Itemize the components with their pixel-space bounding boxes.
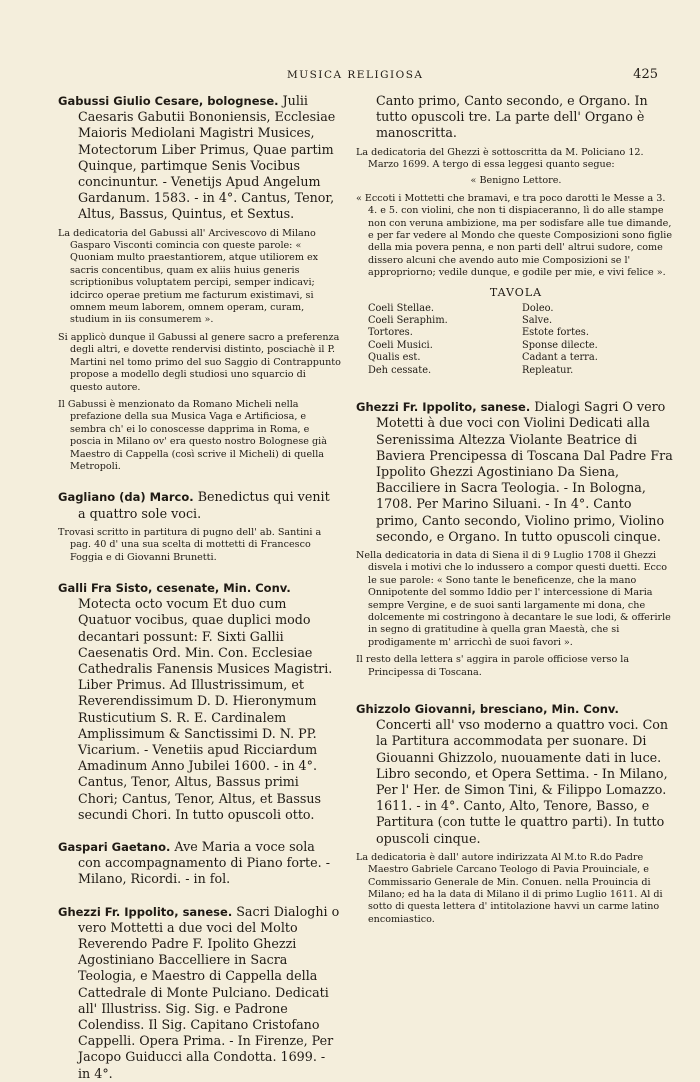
quoted-letter: « Eccoti i Mottetti che bramavi, e tra poco darotti le Messe a 3. 4. e 5. con violini, che non ti dispiaceranno, lì do alle stampe non con veruna ambizione, ma per sodisfare alle tue dimande, e per far vedere al Mondo che queste Composizioni sono figlie della mia povera penna, e non parti dell' altrui sudore, come dissero alcuni che avendo auto mie Composizioni se l' appropriorno; vedile dunque, e godile per mie, e vivi felice ».	[356, 192, 673, 279]
tavola-table	[356, 303, 676, 377]
entry-note: La dedicatoria del Ghezzi è sottoscritta da M. Policiano 12. Marzo 1699. A tergo di essa leggesi quanto segue:	[356, 146, 644, 171]
tavola-heading: TAVOLA	[489, 285, 543, 299]
entry-continuation: Canto primo, Canto secondo, e Organo. In tutto opuscoli tre. La parte dell' Organo è manoscritta.	[376, 93, 648, 141]
page-number: 425	[633, 67, 658, 82]
left-column	[58, 93, 341, 1082]
entry-note: La dedicatoria è dall' autore indirizzata Al M.to R.do Padre Maestro Gabriele Carcano Teologo di Pavia Prouinciale, e Commissario Generale de Min. Conuen. nella Prouincia di Milano; ed ha la data di Milano il di primo Luglio 1611. Al di sotto di questa lettera d' intitolazione havvi un carme latino encomiastico.	[356, 851, 663, 925]
entry-heading: Gaspari Gaetano.	[58, 840, 171, 855]
entry-note: Si applicò dunque il Gabussi al genere sacro a preferenza degli altri, e dovette rendervisi distinto, posciachè il P. Martini nel tomo primo del suo Saggio di Contrappunto propose a modello degli studiosi uno squarcio di questo autore.	[58, 331, 341, 393]
catalog-entry	[58, 489, 341, 521]
tavola-item: Tortores.	[368, 327, 413, 339]
entry-heading: Ghezzi Fr. Ippolito, sanese.	[58, 904, 233, 919]
entry-text: Concerti all' vso moderno a quattro voci. Con la Partitura accommodata per suonare. Di Giouanni Ghizzolo, nuouamente dati in luce. Libro secondo, et Opera Settima. - In Milano, Per l' Her. de Simon Tini, & Filippo Lomazzo. 1611. - in 4°. Canto, Alto, Tenore, Basso, e Partitura (con tutte le quattro parti). In tutto opuscoli cinque.	[376, 717, 669, 846]
entry-note: Nella dedicatoria in data di Siena il di 9 Luglio 1708 il Ghezzi disvela i motivi che lo indussero a compor questi duetti. Ecco le sue parole: « Sono tante le beneficenze, che la mano Onnipotente del sommo Iddio per l' intercessione di Maria sempre Vergine, e de suoi santi largamente mi dona, che dolcemente mi costringono à decantare le sue lodi, & offerirle in segno di gratitudine à quella gran Maestà, che si prodigamente m' arricchì de suoi favori ».	[356, 549, 671, 648]
catalog-entry	[356, 701, 676, 847]
entry-text: Julii Caesaris Gabutii Bononiensis, Ecclesiae Maioris Mediolani Magistri Musices, Motectorum Liber Primus, Quae partim Quinque, partimque Senis Vocibus concinuntur. - Venetijs Apud Angelum Gardanum. 1583. - in 4°. Cantus, Tenor, Altus, Bassus, Quintus, et Sextus.	[78, 93, 336, 222]
tavola-item: Doleo.	[522, 302, 554, 314]
catalog-entry	[58, 839, 341, 888]
tavola-item: Sponse dilecte.	[522, 339, 598, 351]
catalog-entry	[58, 93, 341, 223]
entry-note: Il Gabussi è menzionato da Romano Micheli nella prefazione della sua Musica Vaga e Artificiosa, e sembra ch' ei lo conoscesse dapprima in Roma, e poscia in Milano ov' era questo nostro Bolognese già Maestro di Cappella (così scrive il Micheli) di quella Metropoli.	[58, 398, 327, 472]
entry-note: La dedicatoria del Gabussi all' Arcivescovo di Milano Gasparo Visconti comincia con queste parole: « Quoniam multo praestantiorem, atque utiliorem ex sacris concentibus, quam ex aliis huius generis scriptionibus voluptatem percipi, semper indicavi; idcirco operae pretium me facturum existimavi, si omnem meum laborem, omnem operam, curam, studium in iis consumerem ».	[58, 227, 319, 326]
entry-heading: Galli Fra Sisto, cesenate, Min. Conv.	[58, 580, 291, 595]
entry-text: Benedictus qui venit a quattro sole voci.	[78, 489, 330, 521]
running-title: MUSICA RELIGIOSA	[287, 69, 424, 81]
entry-text: Sacri Dialoghi o vero Mottetti a due voci del Molto Reverendo Padre F. Ipolito Ghezzi Agostiniano Baccelliere in Sacra Teologia, e Maestro di Cappella della Cattedrale di Monte Pulciano. Dedicati all' Illustriss. Sig. Sig. e Padrone Colendiss. Il Sig. Capitano Cristofano Cappelli. Opera Prima. - In Firenze, Per Jacopo Guiducci alla Condotta. 1699. - in 4°.	[78, 903, 340, 1081]
running-header	[60, 69, 670, 85]
tavola-item: Cadant a terra.	[522, 352, 598, 364]
tavola-item: Coeli Seraphim.	[368, 315, 448, 327]
entry-text: Motecta octo vocum Et duo cum Quatuor vocibus, quae duplici modo decantari possunt: F. Sixti Gallii Caesenatis Ord. Min. Con. Ecclesiae Cathedralis Fanensis Musices Magistri. Liber Primus. Ad Illustrissimum, et Reverendissimum D. D. Hieronymum Rusticutium S. R. E. Cardinalem Amplissimum & Sanctissimi D. N. PP. Vicarium. - Venetiis apud Ricciardum Amadinum Anno Jubilei 1600. - in 4°. Cantus, Tenor, Altus, Bassus primi Chori; Cantus, Tenor, Altus, et Bassus secundi Chori. In tutto opuscoli otto.	[78, 596, 333, 822]
tavola-item: Qualis est.	[368, 352, 421, 364]
tavola-item: Salve.	[522, 315, 553, 327]
tavola-item: Coeli Stellae.	[368, 302, 435, 314]
catalog-entry	[58, 904, 341, 1082]
catalog-entry	[356, 399, 676, 545]
entry-heading: Gabussi Giulio Cesare, bolognese.	[58, 94, 279, 108]
entry-heading: Ghezzi Fr. Ippolito, sanese.	[356, 400, 531, 415]
entry-heading: Gagliano (da) Marco.	[58, 490, 194, 505]
entry-note: Trovasi scritto in partitura di pugno dell' ab. Santini a pag. 40 d' una sua scelta di mottetti di Francesco Foggia e di Giovanni Brunetti.	[58, 526, 322, 563]
tavola-item: Coeli Musici.	[368, 339, 433, 351]
entry-text: Dialogi Sagri O vero Motetti à due voci con Violini Dedicati alla Serenissima Altezza Violante Beatrice di Baviera Prencipessa di Toscana Dal Padre Fra Ippolito Ghezzi Agostiniano Da Siena, Bacciliere in Sacra Teologia. - In Bologna, 1708. Per Marino Siluani. - In 4°. Canto primo, Canto secondo, Violino primo, Violino secondo, e Organo. In tutto opuscoli cinque.	[376, 399, 673, 544]
quote-title: « Benigno Lettore.	[470, 175, 562, 187]
catalog-entry	[58, 580, 341, 823]
entry-note: Il resto della lettera s' aggira in parole officiose verso la Principessa di Toscana.	[356, 654, 630, 678]
entry-text: Ave Maria a voce sola con accompagnamento di Piano forte. - Milano, Ricordi. - in fol.	[78, 839, 330, 887]
tavola-item: Estote fortes.	[522, 327, 589, 339]
right-column	[356, 93, 676, 926]
entry-heading: Ghizzolo Giovanni, bresciano, Min. Conv.	[356, 702, 619, 716]
tavola-item: Repleatur.	[522, 364, 574, 376]
tavola-item: Deh cessate.	[368, 364, 432, 376]
